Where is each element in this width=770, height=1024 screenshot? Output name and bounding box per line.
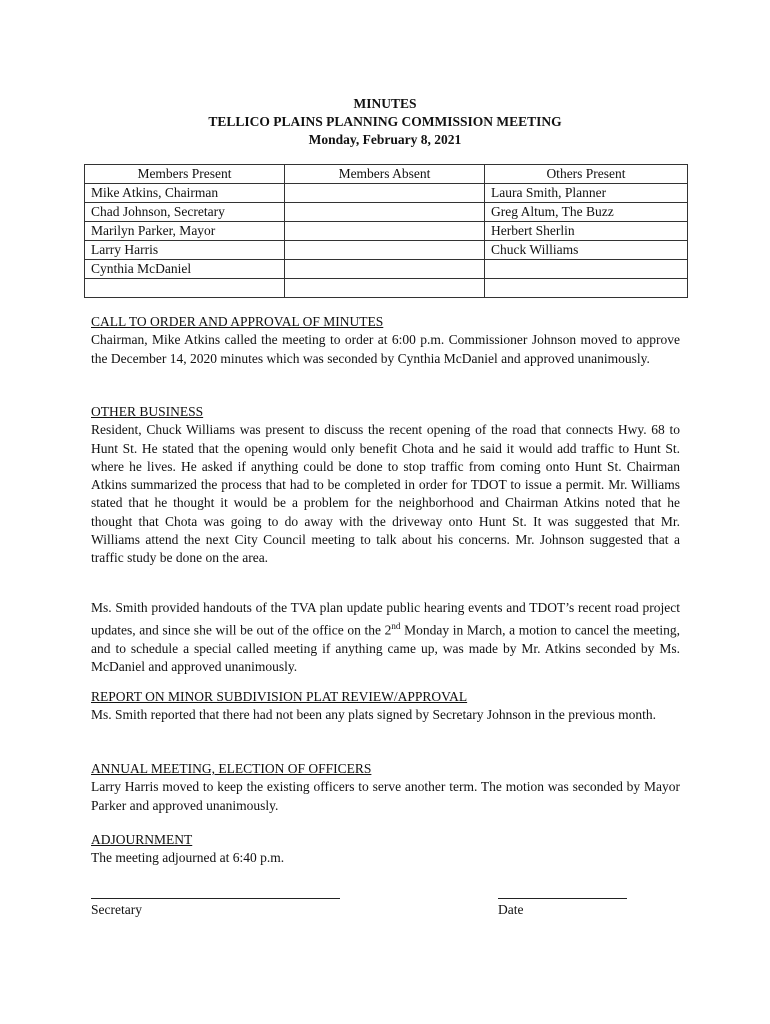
table-row [85,203,688,222]
section-heading: REPORT ON MINOR SUBDIVISION PLAT REVIEW/APPROVAL [91,689,468,704]
table-row [85,260,688,279]
section-heading: CALL TO ORDER AND APPROVAL OF MINUTES [91,314,384,329]
table-cell [485,260,688,279]
section-text-part: Ms. Smith provided handouts of the TVA plan update public hearing events and TDOT’s recent road project updates, and since she will be out of the office on the 2 [91,600,680,638]
table-row [85,184,688,203]
attendance-table [84,164,688,298]
table-cell: Chad Johnson, Secretary [85,203,285,222]
table-cell: Larry Harris [85,241,285,260]
section-text [91,599,680,677]
members-present-header: Members Present [85,165,285,184]
section-heading: ADJOURNMENT [91,832,193,847]
section-text: Chairman, Mike Atkins called the meeting to order at 6:00 p.m. Commissioner Johnson moved to approve the December 14, 2020 minutes which was seconded by Cynthia McDaniel and approved unanimously. [91,332,680,366]
table-row [85,279,688,298]
section-heading: OTHER BUSINESS [91,404,204,419]
ordinal-suffix: nd [391,621,401,632]
table-cell: Greg Altum, The Buzz [485,203,688,222]
table-cell [285,203,485,222]
date-label: Date [498,902,524,917]
section-other-business-continued [91,599,680,677]
table-cell [485,279,688,298]
section-adjournment [91,831,680,868]
section-text: The meeting adjourned at 6:40 p.m. [91,850,285,866]
table-row [85,241,688,260]
table-cell [285,222,485,241]
section-text: Ms. Smith reported that there had not been any plats signed by Secretary Johnson in the previous month. [91,707,657,723]
table-cell [285,279,485,298]
table-cell [285,184,485,203]
section-plat-review [91,688,680,725]
table-cell: Chuck Williams [485,241,688,260]
section-heading: ANNUAL MEETING, ELECTION OF OFFICERS [91,761,372,776]
table-cell [85,279,285,298]
table-cell [285,241,485,260]
table-cell: Cynthia McDaniel [85,260,285,279]
secretary-label: Secretary [91,902,142,917]
table-cell: Mike Atkins, Chairman [85,184,285,203]
section-call-to-order [91,313,680,368]
section-text-part: Monday in March, a motion to cancel the meeting, and to schedule a special called meeting if anything came up, was made by Mr. Atkins seconded by Ms. McDaniel and approved unanimously. [91,622,680,675]
header-title: MINUTES [353,96,417,111]
header-date: Monday, February 8, 2021 [308,132,462,147]
table-row [85,222,688,241]
table-cell [285,260,485,279]
section-text: Resident, Chuck Williams was present to discuss the recent opening of the road that connects Hwy. 68 to Hunt St. He stated that the opening would only benefit Chota and he said it would add traffic to Hunt St. where he lives. He asked if anything could be done to stop traffic from coming onto Hunt St. Chairman Atkins summarized the process that had to be completed in order for TDOT to issue a permit. Mr. Williams stated that he thought it would be a problem for the neighborhood and Chairman Atkins noted that he thought that Chota was going to do away with the driveway onto Hunt St. It was suggested that Mr. Williams attend the next City Council meeting to talk about his concerns. Mr. Johnson suggested that a traffic study be done on the area. [91,422,680,566]
table-cell: Herbert Sherlin [485,222,688,241]
members-absent-header: Members Absent [285,165,485,184]
section-other-business [91,403,680,568]
secretary-signature-line [91,898,340,899]
table-cell: Marilyn Parker, Mayor [85,222,285,241]
others-present-header: Others Present [485,165,688,184]
section-annual-meeting [91,760,680,815]
section-text: Larry Harris moved to keep the existing officers to serve another term. The motion was seconded by Mayor Parker and approved unanimously. [91,779,680,813]
table-cell: Laura Smith, Planner [485,184,688,203]
header-commission: TELLICO PLAINS PLANNING COMMISSION MEETING [208,114,562,129]
date-signature-line [498,898,627,899]
document-header [0,95,770,149]
attendance-header-row [85,165,688,184]
